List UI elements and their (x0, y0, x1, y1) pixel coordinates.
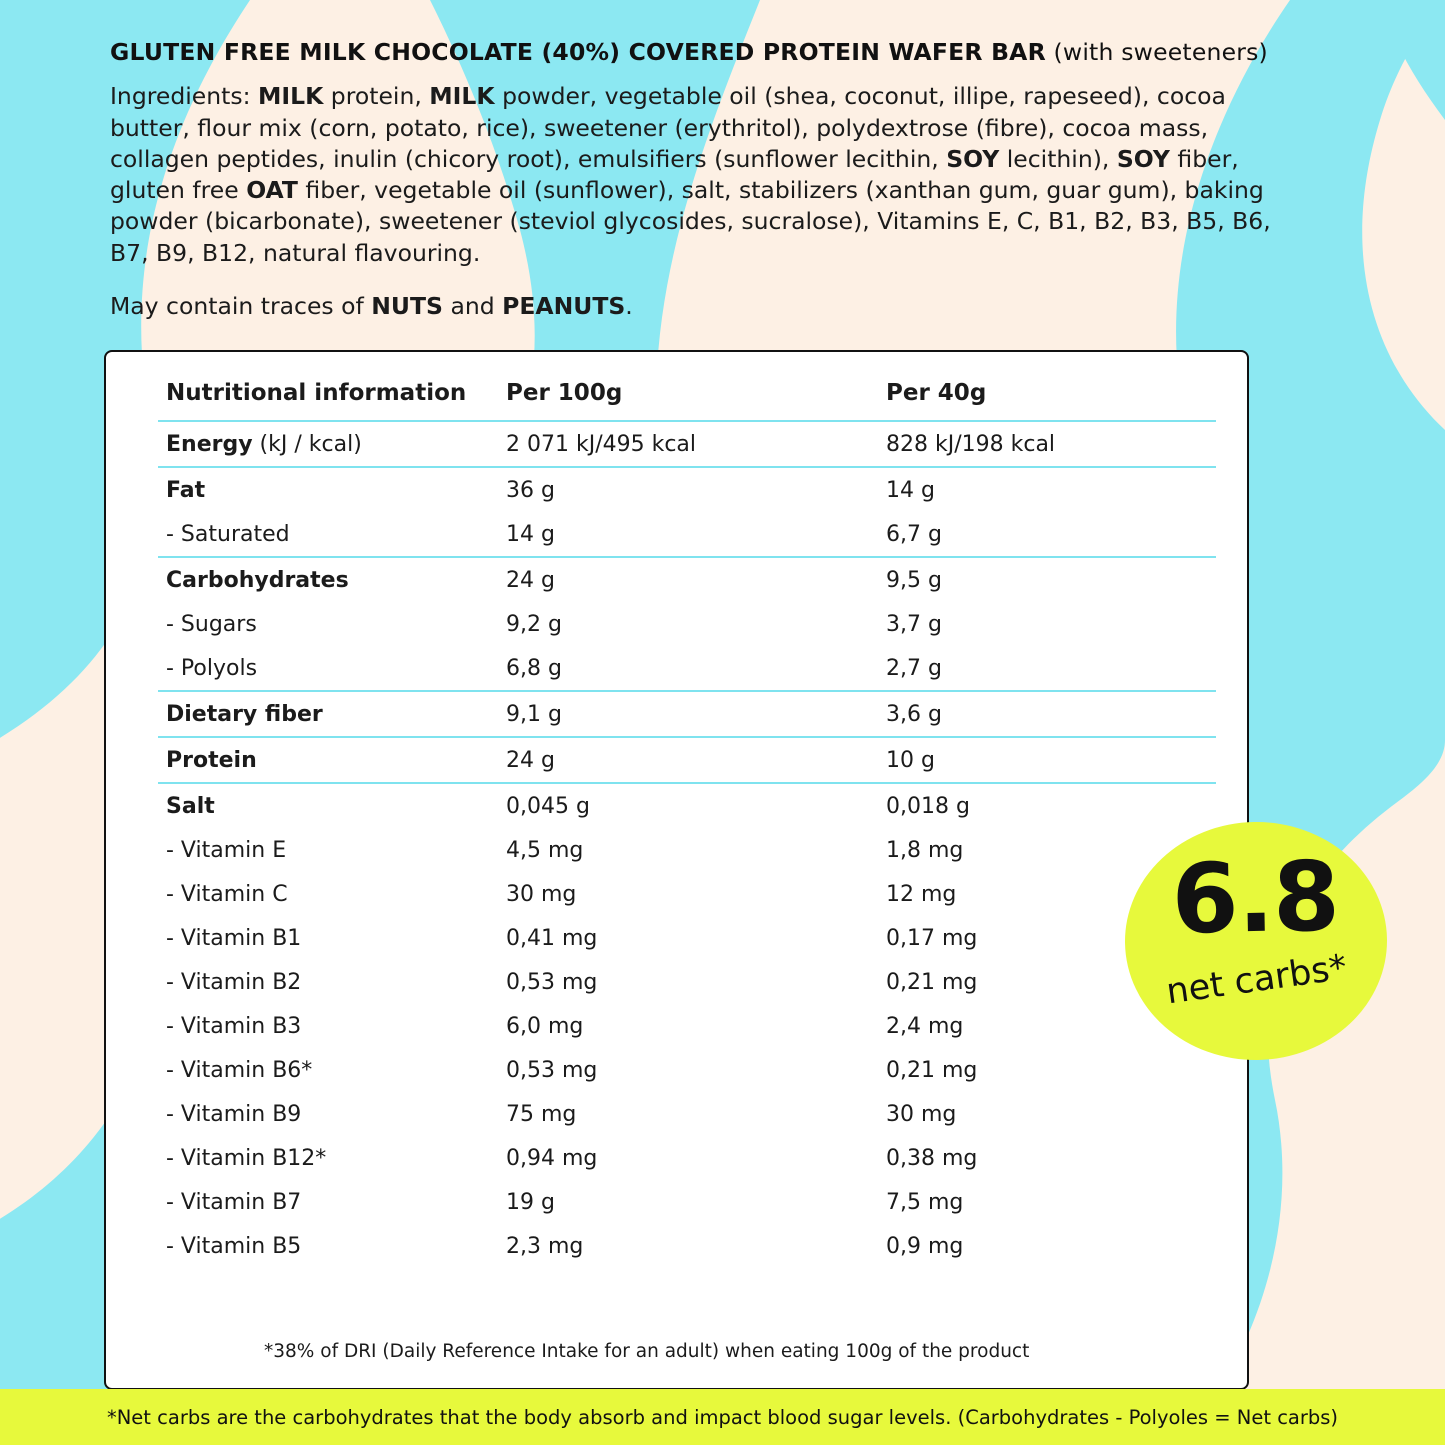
nutrition-table-body (158, 421, 1216, 1268)
row-label: - Vitamin B6* (166, 1058, 313, 1083)
row-value-per100g: 9,2 g (506, 612, 562, 637)
row-value-per100g: 9,1 g (498, 691, 878, 737)
row-value-per100g: 24 g (498, 557, 878, 602)
row-value-per100g: 2 071 kJ/495 kcal (498, 421, 878, 467)
table-row (158, 737, 1216, 783)
row-value-per100g: 19 g (506, 1190, 555, 1215)
table-row (158, 828, 1216, 872)
row-value-per100g: 0,045 g (498, 783, 878, 828)
row-value-per40g: 14 g (878, 467, 1216, 512)
row-label: Protein (158, 737, 498, 783)
row-label: - Vitamin B5 (166, 1234, 302, 1259)
row-value-per100g: 75 mg (506, 1102, 577, 1127)
row-value-per40g: 2,4 mg (886, 1014, 964, 1039)
row-value-per40g: 9,5 g (878, 557, 1216, 602)
row-value-per100g: 0,94 mg (506, 1146, 598, 1171)
header-block (110, 38, 1310, 322)
row-label: - Vitamin B12* (166, 1146, 327, 1171)
row-value-per40g: 0,018 g (878, 783, 1216, 828)
table-row (158, 1224, 1216, 1268)
row-value-per100g: 24 g (498, 737, 878, 783)
row-label: Dietary fiber (158, 691, 498, 737)
row-value-per40g: 1,8 mg (886, 838, 964, 863)
column-header-per40g: Per 40g (886, 380, 987, 406)
row-value-per100g: 0,53 mg (506, 1058, 598, 1083)
row-value-per40g: 7,5 mg (886, 1190, 964, 1215)
row-label: - Vitamin B9 (166, 1102, 302, 1127)
row-value-per100g: 0,53 mg (506, 970, 598, 995)
row-label: - Vitamin E (166, 838, 287, 863)
row-value-per40g: 12 mg (886, 882, 957, 907)
row-value-per40g: 828 kJ/198 kcal (878, 421, 1216, 467)
row-value-per40g: 3,6 g (878, 691, 1216, 737)
product-title-bold: GLUTEN FREE MILK CHOCOLATE (40%) COVERED PROTEIN WAFER BAR (110, 38, 1046, 66)
row-label: Energy (kJ / kcal) (158, 421, 498, 467)
table-row (158, 646, 1216, 691)
table-row (158, 602, 1216, 646)
row-value-per100g: 2,3 mg (506, 1234, 584, 1259)
table-row (158, 691, 1216, 737)
row-label: - Vitamin C (166, 882, 288, 907)
page-title (110, 38, 1310, 67)
row-label: - Vitamin B3 (166, 1014, 302, 1039)
row-label: Fat (158, 467, 498, 512)
row-label: - Vitamin B7 (166, 1190, 302, 1215)
row-label: - Vitamin B2 (166, 970, 302, 995)
row-value-per40g: 0,21 mg (886, 970, 978, 995)
row-value-per40g: 6,7 g (886, 522, 942, 547)
allergen-traces-text: May contain traces of NUTS and PEANUTS. (110, 291, 633, 320)
table-row (158, 512, 1216, 557)
table-row (158, 960, 1216, 1004)
table-row (158, 467, 1216, 512)
row-value-per40g: 0,17 mg (886, 926, 978, 951)
row-value-per100g: 14 g (506, 522, 555, 547)
table-row (158, 1180, 1216, 1224)
table-row (158, 1048, 1216, 1092)
net-carbs-caption: net carbs* (1163, 947, 1350, 1013)
row-value-per100g: 0,41 mg (506, 926, 598, 951)
table-row (158, 1136, 1216, 1180)
nutrition-table (158, 370, 1216, 1268)
column-header-label: Nutritional information (166, 380, 467, 406)
table-row (158, 783, 1216, 828)
ingredients-text: Ingredients: MILK protein, MILK powder, vegetable oil (shea, coconut, illipe, rapeseed), cocoa butter, flour mix (corn, potato, rice), sweetener (erythritol), polydextrose (fibre), cocoa mass, collagen peptides, inulin (chicory root), emulsifiers (sunflower lecithin, SOY lecithin), SOY fiber, gluten free OAT fiber, vegetable oil (sunflower), salt, stabilizers (xanthan gum, guar gum), baking powder (bicarbonate), sweetener (steviol glycosides, sucralose), Vitamins E, C, B1, B2, B3, B5, B6, B7, B9, B12, natural flavouring. (110, 82, 1271, 267)
row-value-per40g: 0,38 mg (886, 1146, 978, 1171)
row-value-per100g: 36 g (498, 467, 878, 512)
table-row (158, 557, 1216, 602)
row-value-per100g: 30 mg (506, 882, 577, 907)
bottom-disclaimer-text: *Net carbs are the carbohydrates that the body absorb and impact blood sugar levels. (Carbohydrates - Polyoles = Net carbs) (106, 1405, 1339, 1429)
row-label: - Vitamin B1 (166, 926, 302, 951)
net-carbs-badge (1123, 820, 1389, 1063)
table-row (158, 1092, 1216, 1136)
column-header-per100g: Per 100g (506, 380, 623, 406)
table-header-row (158, 370, 1216, 421)
bottom-disclaimer-bar (0, 1389, 1445, 1445)
row-value-per40g: 10 g (878, 737, 1216, 783)
row-value-per100g: 6,0 mg (506, 1014, 584, 1039)
table-row (158, 916, 1216, 960)
row-value-per40g: 0,9 mg (886, 1234, 964, 1259)
row-value-per40g: 0,21 mg (886, 1058, 978, 1083)
row-value-per40g: 2,7 g (886, 656, 942, 681)
row-label: - Saturated (166, 522, 290, 547)
row-label: Salt (158, 783, 498, 828)
row-value-per100g: 6,8 g (506, 656, 562, 681)
nutrition-table-card (104, 350, 1249, 1390)
row-label: - Sugars (166, 612, 257, 637)
table-row (158, 1004, 1216, 1048)
table-footnote: *38% of DRI (Daily Reference Intake for an adult) when eating 100g of the product (264, 1341, 1030, 1362)
row-label: - Polyols (166, 656, 258, 681)
row-label: Carbohydrates (158, 557, 498, 602)
table-row (158, 421, 1216, 467)
table-row (158, 872, 1216, 916)
row-value-per40g: 30 mg (886, 1102, 957, 1127)
row-value-per100g: 4,5 mg (506, 838, 584, 863)
net-carbs-value: 6.8 (1170, 840, 1340, 956)
product-title-light: (with sweeteners) (1045, 38, 1268, 66)
row-value-per40g: 3,7 g (886, 612, 942, 637)
